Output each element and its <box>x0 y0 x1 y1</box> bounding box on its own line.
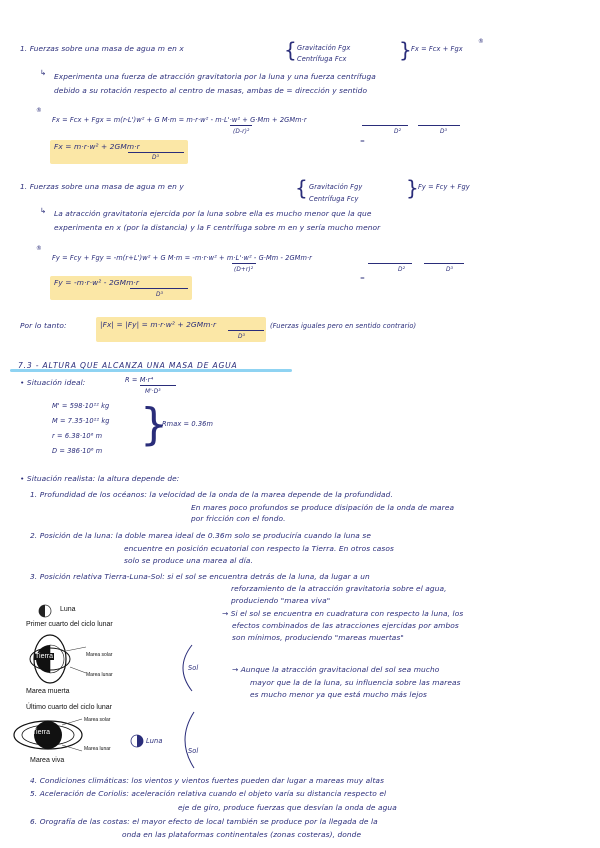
block1-result: Fx = m·r·w² + 2GMm·r <box>54 142 140 151</box>
section-title: 7.3 - ALTURA QUE ALCANZA UNA MASA DE AGUA <box>18 361 238 370</box>
block2-result-bar <box>130 288 188 289</box>
realistic-intro: • Situación realista: la altura depende de: <box>20 474 180 483</box>
item3-line-h: mayor que la de la luna, su influencia sobre las mareas <box>250 678 461 687</box>
diagram-ultimo-cuarto: Último cuarto del ciclo lunar <box>26 704 112 711</box>
value-distance: D = 386·10⁶ m <box>52 447 103 455</box>
ideal-bar <box>140 385 176 386</box>
block2-equation: Fy = Fcy + Fgy <box>418 183 470 191</box>
diagram-luna-label: Luna <box>60 606 76 613</box>
value-radius: r = 6.38·10⁶ m <box>52 432 103 440</box>
brace-x-item-2: Centrífuga Fcx <box>297 55 347 63</box>
item1-line-a: 1. Profundidad de los océanos: la velocidad de la onda de la marea depende de la profundidad. <box>30 490 393 499</box>
ideal-label: • Situación ideal: <box>20 378 86 387</box>
block1-eq-equals: = <box>360 139 365 145</box>
block2-eq-equals: = <box>360 276 365 282</box>
block1-title: 1. Fuerzas sobre una masa de agua m en x <box>20 44 184 53</box>
sun-arc-2 <box>174 710 198 770</box>
item6-line-a: 6. Orografía de las costas: el mayor efecto de local también se produce por la llegada de la <box>30 817 378 826</box>
block1-den-2: D² <box>394 129 401 135</box>
item3-line-g: → Aunque la atracción gravitacional del sol sea mucho <box>232 665 440 674</box>
block1-note-1: Experimenta una fuerza de atracción gravitatoria por la luna y una fuerza centrífuga <box>54 72 376 81</box>
block1-circle-mark: ® <box>478 39 484 45</box>
item2-line-c: solo se produce una marea al día. <box>124 556 253 565</box>
diagram-marea-solar-1: Marea solar <box>86 652 113 658</box>
block1-frac-bar-1 <box>230 125 252 126</box>
conclusion-bar <box>228 330 264 331</box>
diagram-tierra-1: Tierra <box>35 653 54 660</box>
brace-y-item-2: Centrífuga Fcy <box>309 195 359 203</box>
item2-line-b: encuentre en posición ecuatorial con respecto la Tierra. En otros casos <box>124 544 394 553</box>
brace-x-close: } <box>399 38 412 62</box>
values-brace: } <box>140 399 168 450</box>
item3-line-b: reforzamiento de la atracción gravitatoria sobre el agua, <box>231 584 447 593</box>
item2-line-a: 2. Posición de la luna: la doble marea ideal de 0.36m solo se produciría cuando la luna se <box>30 531 371 540</box>
item1-line-b: En mares poco profundos se produce disipación de la onda de marea <box>191 503 455 512</box>
block2-den-1: (D+r)² <box>234 267 254 273</box>
item5-line-b: eje de giro, produce fuerzas que desvían la onda de agua <box>178 803 397 812</box>
conclusion-suffix: (Fuerzas iguales pero en sentido contrario) <box>270 322 417 330</box>
value-earth-mass: M' = 598·10²² kg <box>52 402 110 410</box>
diagram-marea-lunar-2: Marea lunar <box>84 746 111 752</box>
block1-den-1: (D-r)² <box>233 129 250 135</box>
diagram-marea-solar-2: Marea solar <box>84 717 111 723</box>
diagram-sol-1: Sol <box>188 664 199 672</box>
block2-den-2: D² <box>398 267 405 273</box>
item3-line-f: son mínimos, produciendo "mareas muertas" <box>232 633 404 642</box>
block2-mark-b: ® <box>36 246 42 252</box>
block1-frac-bar-3 <box>418 125 460 126</box>
item3-line-d: → Si el sol se encuentra en cuadratura con respecto la luna, los <box>222 609 464 618</box>
diagram-primer-cuarto: Primer cuarto del ciclo lunar <box>26 621 113 628</box>
item1-line-c: por fricción con el fondo. <box>191 514 286 523</box>
block2-arrow-icon: ↳ <box>40 206 47 215</box>
brace-y-close: } <box>406 176 419 200</box>
block2-den-3: D³ <box>446 267 453 273</box>
block2-note-1: La atracción gravitatoria ejercida por la luna sobre ella es mucho menor que la que <box>54 209 372 218</box>
brace-x-item-1: Gravitación Fgx <box>297 44 351 52</box>
diagram-sol-2: Sol <box>188 747 199 755</box>
block1-equation: Fx = Fcx + Fgx <box>411 45 463 53</box>
diagram-luna-2: Luna <box>146 737 163 745</box>
brace-y: { <box>295 176 308 200</box>
item5-line-a: 5. Aceleración de Coriolis: aceleración relativa cuando el objeto varía su distancia respecto el <box>30 789 387 798</box>
block1-note-2: debido a su rotación respecto al centro de masas, ambas de = dirección y sentido <box>54 86 368 95</box>
block2-eq-line: Fy = Fcy + Fgy = -m(r+L')w² + G M·m = -m·r·w² + m·L'·w² - G·Mm - 2GMm·r <box>52 254 312 262</box>
diagram-marea-viva: Marea viva <box>30 757 65 764</box>
item3-line-e: efectos combinados de las atracciones ejercidas por ambos <box>232 621 459 630</box>
item3-line-a: 3. Posición relativa Tierra-Luna-Sol: si el sol se encuentra detrás de la luna, da lugar a un <box>30 572 370 581</box>
item6-line-b: onda en las plataformas continentales (zonas costeras), donde <box>122 830 362 839</box>
moon-phase-icon <box>38 604 52 618</box>
diagram-tierra-2: Tierra <box>32 729 51 736</box>
block1-arrow-icon: ↳ <box>40 68 47 77</box>
block2-result: Fy = -m·r·w² - 2GMm·r <box>54 278 139 287</box>
diagram-marea-muerta: Marea muerta <box>26 688 70 695</box>
block1-mark-a: ® <box>36 108 42 114</box>
ideal-formula: R = M·r⁴ <box>125 376 154 384</box>
block2-note-2: experimenta en x (por la distancia) y la F centrífuga sobre m en y sería mucho menor <box>54 223 381 232</box>
block2-title: 1. Fuerzas sobre una masa de agua m en y <box>20 182 184 191</box>
ideal-den: M'·D³ <box>145 389 161 395</box>
block1-frac-bar-2 <box>362 125 408 126</box>
rmax-value: Rmax = 0.36m <box>162 420 213 428</box>
block2-frac-bar-2 <box>368 263 412 264</box>
block2-frac-bar-3 <box>424 263 464 264</box>
block2-result-den: D³ <box>156 292 163 298</box>
brace-x: { <box>284 38 297 62</box>
block1-den-3: D³ <box>440 129 447 135</box>
item4-line: 4. Condiciones climáticas: los vientos y vientos fuertes pueden dar lugar a mareas muy altas <box>30 776 385 785</box>
diagram-marea-lunar-1: Marea lunar <box>86 672 113 678</box>
block1-result-den: D³ <box>152 155 159 161</box>
item3-line-i: es mucho menor ya que está mucho más lejos <box>250 690 427 699</box>
item3-line-c: produciendo "marea viva" <box>231 596 331 605</box>
conclusion-formula: |Fx| = |Fy| = m·r·w² + 2GMm·r <box>100 320 217 329</box>
conclusion-den: D³ <box>238 334 245 340</box>
block1-eq-line: Fx = Fcx + Fgx = m(r-L')w² + G M·m = m·r·w² - m·L'·w² + G·Mm + 2GMm·r <box>52 116 307 124</box>
brace-y-item-1: Gravitación Fgy <box>309 183 363 191</box>
block2-frac-bar-1 <box>232 263 256 264</box>
conclusion-prefix: Por lo tanto: <box>20 321 67 330</box>
moon-icon-2 <box>130 734 144 748</box>
value-moon-mass: M = 7.35·10²² kg <box>52 417 110 425</box>
